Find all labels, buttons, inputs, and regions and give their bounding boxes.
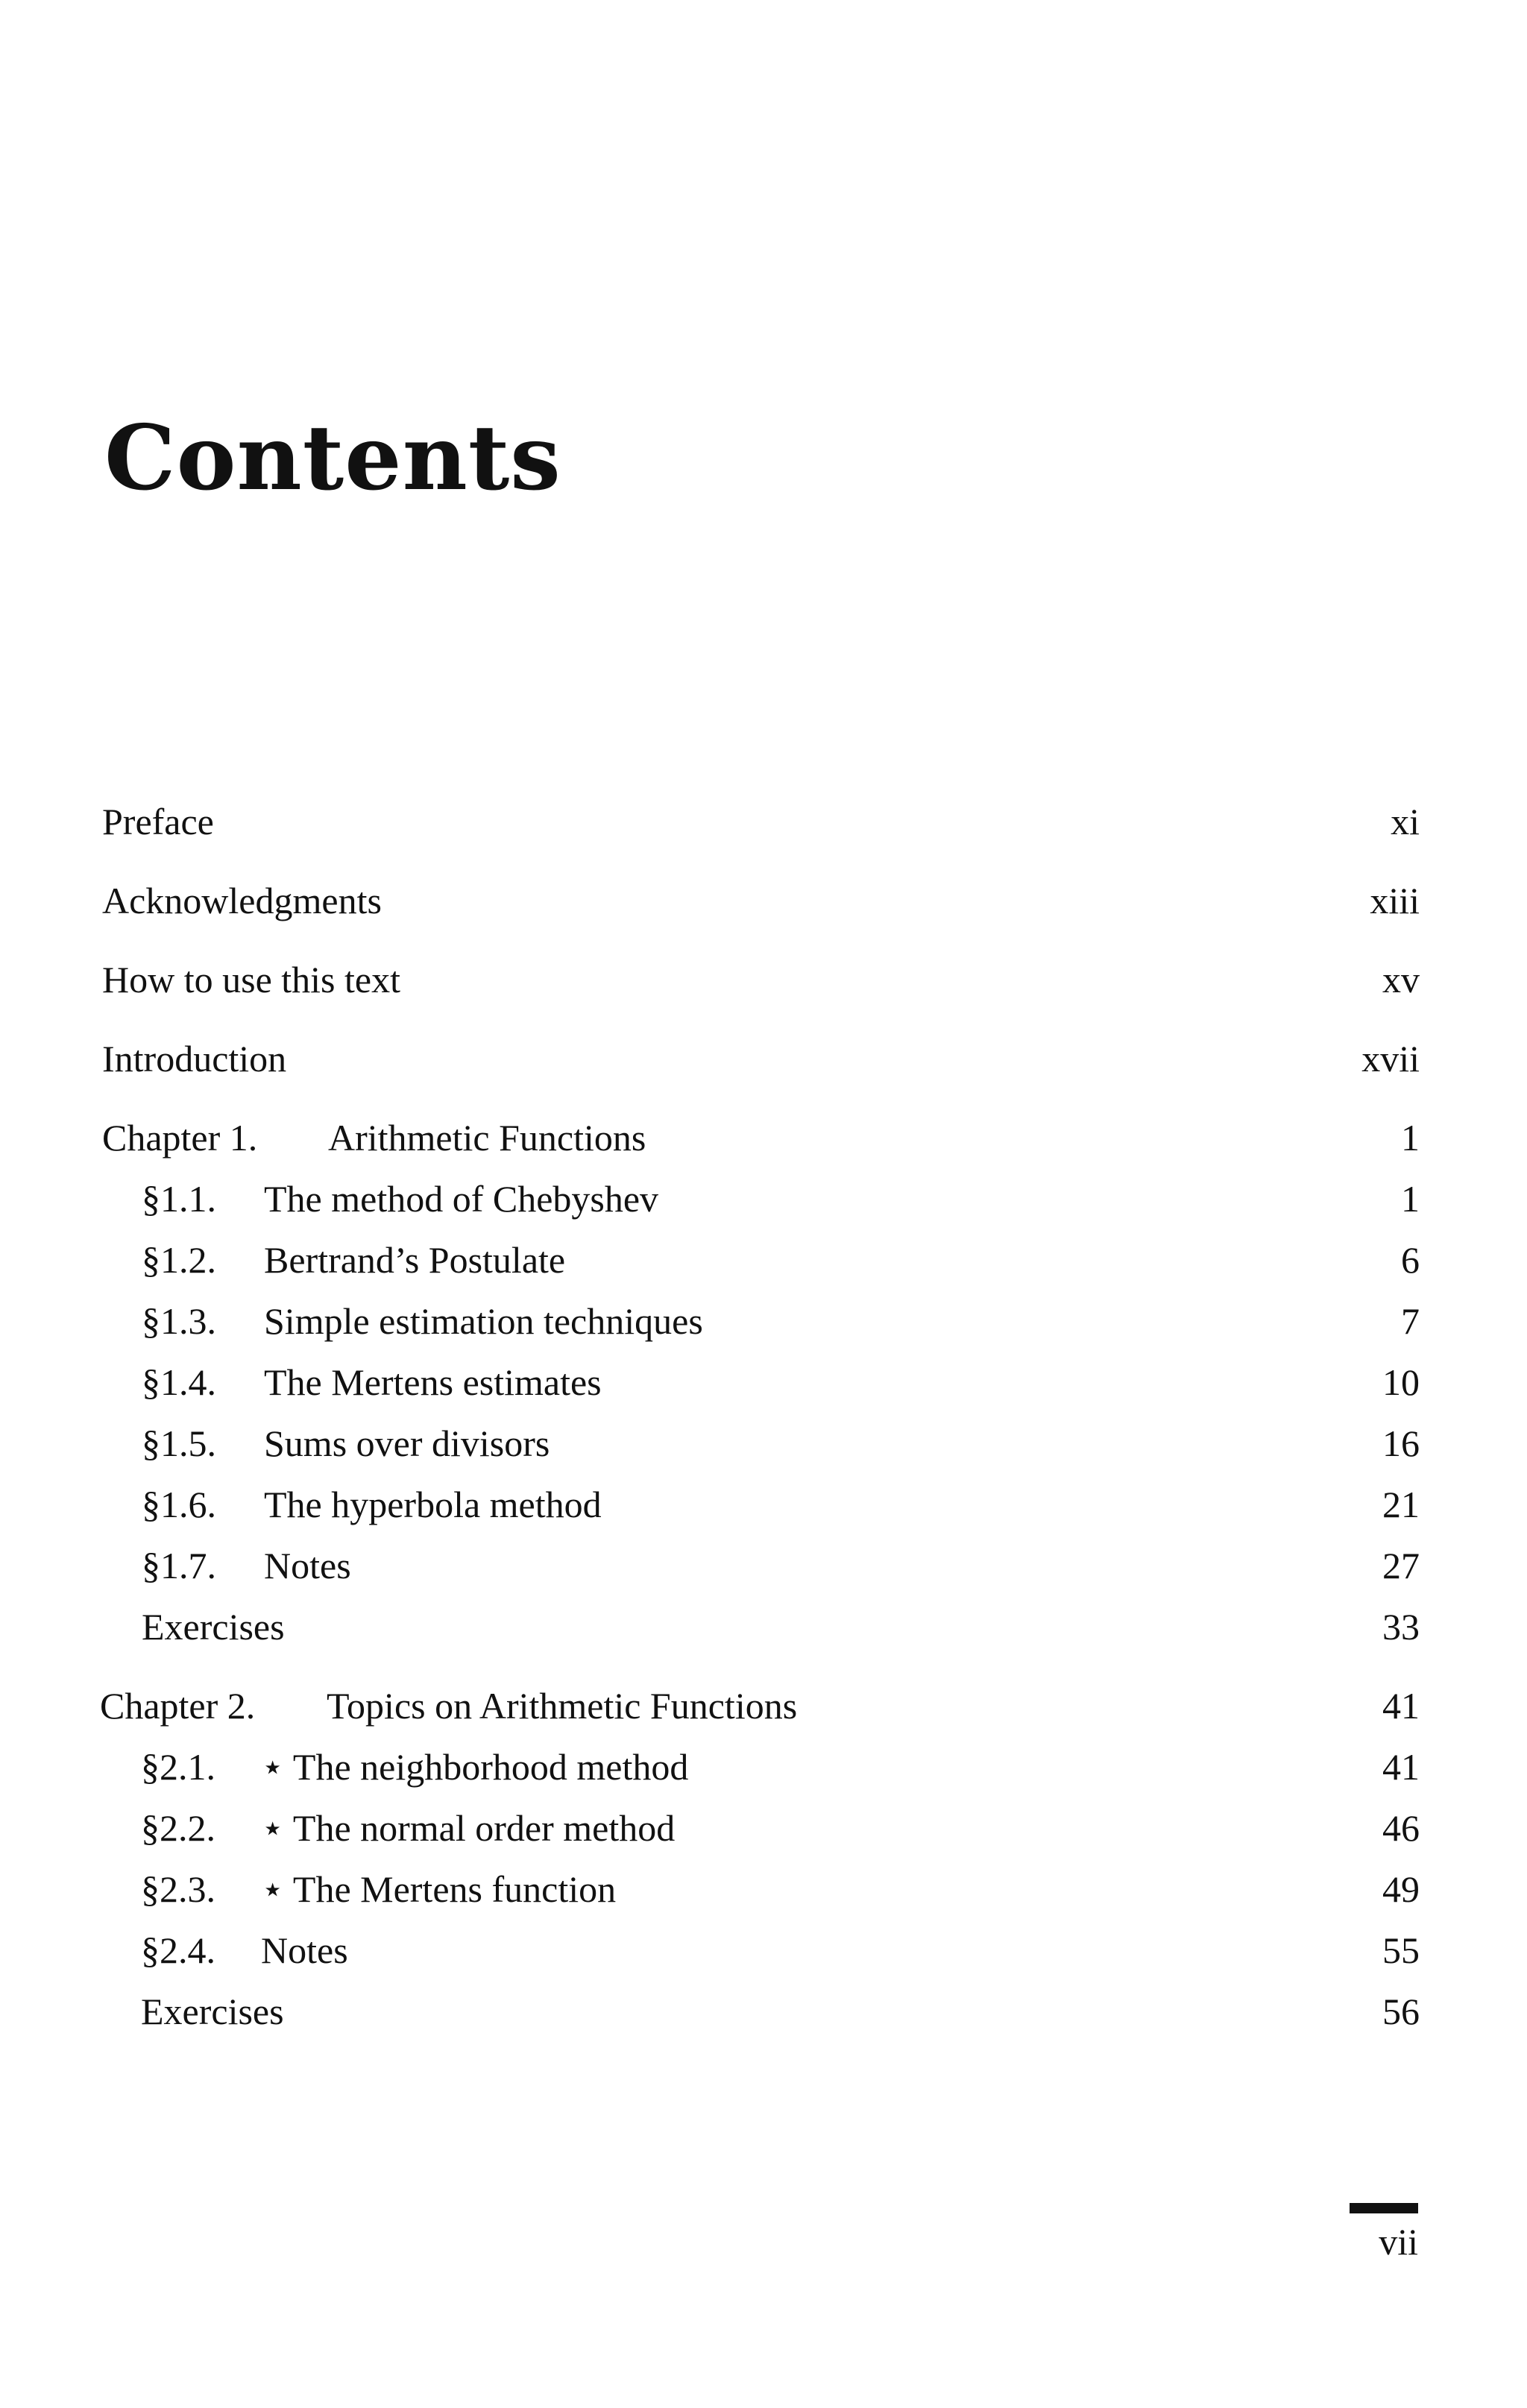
section-title: Bertrand’s Postulate xyxy=(264,1239,566,1281)
toc-section[interactable] xyxy=(0,1743,1527,1791)
toc-section[interactable] xyxy=(0,1236,1527,1284)
toc-section[interactable] xyxy=(0,1926,1527,1974)
section-number: §1.3. xyxy=(142,1300,216,1342)
section-number: §2.3. xyxy=(141,1868,215,1910)
section-title: The hyperbola method xyxy=(264,1484,602,1525)
exercises-title: Exercises xyxy=(141,1991,284,2032)
exercises-page: 56 xyxy=(1382,1991,1420,2032)
toc-section[interactable] xyxy=(0,1175,1527,1223)
section-page: 41 xyxy=(1382,1746,1420,1788)
section-title: ⋆ The Mertens function xyxy=(261,1868,617,1910)
section-page: 7 xyxy=(1401,1300,1420,1342)
chapter-title: Arithmetic Functions xyxy=(328,1117,646,1159)
section-title: Sums over divisors xyxy=(264,1422,550,1464)
section-page: 27 xyxy=(1382,1545,1420,1586)
toc-entry-page: xi xyxy=(1391,801,1420,842)
exercises-title: Exercises xyxy=(142,1606,285,1648)
section-title: Simple estimation techniques xyxy=(264,1300,703,1342)
page-title: Contents xyxy=(104,406,561,511)
toc-section[interactable] xyxy=(0,1419,1527,1467)
toc-entry-title: How to use this text xyxy=(102,959,400,1000)
toc-section[interactable] xyxy=(0,1297,1527,1345)
section-number: §1.1. xyxy=(142,1178,216,1220)
toc-entry-title: Introduction xyxy=(102,1038,287,1079)
section-page: 46 xyxy=(1382,1807,1420,1849)
toc-section[interactable] xyxy=(0,1865,1527,1913)
section-page: 55 xyxy=(1382,1929,1420,1971)
section-number: §1.7. xyxy=(142,1545,216,1586)
section-number: §1.2. xyxy=(142,1239,216,1281)
toc-chapter-1[interactable] xyxy=(0,1114,1527,1162)
section-title: ⋆ The neighborhood method xyxy=(261,1746,689,1788)
section-page: 6 xyxy=(1401,1239,1420,1281)
section-page: 16 xyxy=(1382,1422,1420,1464)
chapter-page: 41 xyxy=(1382,1685,1420,1727)
toc-entry-how-to-use[interactable] xyxy=(0,956,1527,1003)
toc-entry-introduction[interactable] xyxy=(0,1035,1527,1082)
toc-section[interactable] xyxy=(0,1804,1527,1852)
toc-exercises[interactable] xyxy=(0,1603,1527,1651)
chapter-title: Topics on Arithmetic Functions xyxy=(327,1685,798,1727)
chapter-label: Chapter 2. xyxy=(100,1685,256,1727)
section-title: Notes xyxy=(261,1929,348,1971)
chapter-label: Chapter 1. xyxy=(102,1117,258,1159)
section-number: §2.4. xyxy=(141,1929,215,1971)
section-number: §1.6. xyxy=(142,1484,216,1525)
toc-entry-acknowledgments[interactable] xyxy=(0,877,1527,924)
toc-section[interactable] xyxy=(0,1358,1527,1406)
toc-entry-page: xv xyxy=(1382,959,1420,1000)
section-page: 49 xyxy=(1382,1868,1420,1910)
toc-exercises[interactable] xyxy=(0,1988,1527,2035)
section-title: The Mertens estimates xyxy=(264,1361,602,1403)
section-title: ⋆ The normal order method xyxy=(261,1807,676,1849)
toc-entry-title: Acknowledgments xyxy=(102,880,382,921)
toc-section[interactable] xyxy=(0,1542,1527,1589)
toc-chapter-2[interactable] xyxy=(0,1682,1527,1730)
toc-entry-title: Preface xyxy=(102,801,214,842)
section-title: Notes xyxy=(264,1545,351,1586)
section-number: §2.1. xyxy=(141,1746,215,1788)
toc-entry-preface[interactable] xyxy=(0,798,1527,845)
section-number: §1.4. xyxy=(142,1361,216,1403)
page-number: vii xyxy=(1379,2221,1418,2263)
section-number: §1.5. xyxy=(142,1422,216,1464)
exercises-page: 33 xyxy=(1382,1606,1420,1648)
section-number: §2.2. xyxy=(141,1807,215,1849)
toc-section[interactable] xyxy=(0,1481,1527,1528)
chapter-page: 1 xyxy=(1401,1117,1420,1159)
toc-entry-page: xiii xyxy=(1370,880,1420,921)
section-page: 10 xyxy=(1382,1361,1420,1403)
toc-entry-page: xvii xyxy=(1361,1038,1420,1079)
section-page: 21 xyxy=(1382,1484,1420,1525)
folio-rule xyxy=(1350,2203,1418,2213)
section-page: 1 xyxy=(1401,1178,1420,1220)
section-title: The method of Chebyshev xyxy=(264,1178,659,1220)
